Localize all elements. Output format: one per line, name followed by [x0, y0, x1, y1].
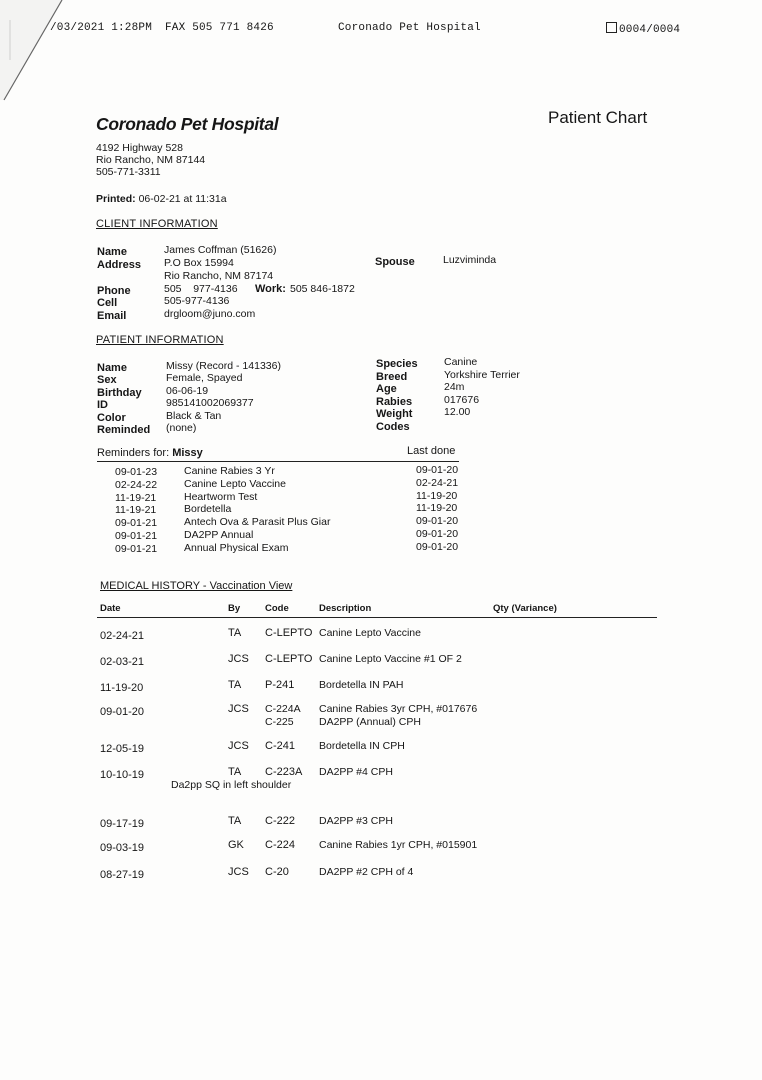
history-description: Canine Rabies 3yr CPH, #017676	[319, 703, 478, 715]
patient-field-label: Color	[97, 411, 126, 424]
history-note: Da2pp SQ in left shoulder	[171, 779, 292, 791]
patient-field-value: Canine	[444, 356, 478, 368]
history-description: Canine Lepto Vaccine #1 OF 2	[319, 653, 462, 665]
history-description: Bordetella IN PAH	[319, 679, 404, 691]
clinic-address-line2: Rio Rancho, NM 87144	[96, 154, 206, 166]
history-description: DA2PP #4 CPH	[319, 766, 393, 778]
patient-field-value: Female, Spayed	[166, 372, 243, 385]
history-code: C-224	[265, 839, 295, 851]
reminder-last-done: 02-24-21	[416, 476, 459, 489]
printed-stamp: Printed: 06-02-21 at 11:31a	[96, 193, 227, 205]
history-date: 11-19-20	[100, 682, 144, 694]
fax-page-icon	[606, 22, 617, 33]
patient-field-value: 985141002069377	[166, 397, 254, 410]
patient-field-label: ID	[97, 399, 108, 412]
reminder-name: Antech Ova & Parasit Plus Giar	[184, 516, 331, 529]
client-work-phone: 505 846-1872	[290, 283, 355, 295]
patient-field-value: 24m	[444, 381, 465, 394]
history-by: TA	[228, 627, 242, 639]
history-code: C-223A	[265, 766, 303, 778]
history-code: C-20	[265, 866, 289, 878]
fax-page: 0004/0004	[606, 22, 680, 36]
history-date: 09-01-20	[100, 706, 145, 718]
reminder-name: Heartworm Test	[184, 490, 258, 503]
reminder-last-done: 09-01-20	[416, 528, 459, 540]
patient-field-value: Missy (Record - 141336)	[166, 360, 281, 372]
patient-field-value: Black & Tan	[166, 409, 222, 422]
reminder-due-date: 02-24-22	[115, 478, 158, 491]
col-date-header: Date	[100, 603, 121, 614]
reminder-name: Bordetella	[184, 503, 232, 516]
fax-number: FAX 505 771 8426	[165, 22, 274, 34]
history-date: 08-27-19	[100, 869, 145, 881]
history-code: C-222	[265, 815, 295, 827]
chart-title: Patient Chart	[548, 108, 648, 127]
patient-field-value: Yorkshire Terrier	[444, 368, 520, 381]
history-by: JCS	[228, 740, 249, 752]
history-code: C-241	[265, 740, 295, 752]
client-spouse-label: Spouse	[375, 256, 415, 268]
history-code: P-241	[265, 679, 295, 691]
reminder-due-date: 09-01-21	[115, 530, 158, 542]
clinic-address-line1: 4192 Highway 528	[96, 142, 183, 154]
history-code: C-LEPTO	[265, 653, 313, 665]
client-email-label: Email	[97, 310, 127, 322]
history-description: Bordetella IN CPH	[319, 740, 405, 752]
reminder-due-date: 11-19-21	[115, 491, 157, 504]
reminder-last-done: 09-01-20	[416, 515, 459, 528]
col-by-header: By	[228, 603, 241, 614]
patient-field-value: (none)	[166, 422, 197, 434]
patient-field-label: Reminded	[97, 424, 151, 436]
patient-field-value: 12.00	[444, 406, 471, 419]
history-description: Canine Lepto Vaccine	[319, 627, 421, 639]
clinic-name: Coronado Pet Hospital	[96, 114, 279, 134]
fax-from: Coronado Pet Hospital	[338, 22, 481, 34]
history-date: 12-05-19	[100, 743, 145, 755]
patient-section-heading: PATIENT INFORMATION	[96, 334, 224, 346]
client-name: James Coffman (51626)	[164, 244, 277, 256]
patient-field-label: Name	[97, 362, 127, 374]
reminder-name: DA2PP Annual	[184, 529, 254, 541]
reminder-due-date: 09-01-21	[115, 542, 158, 555]
reminder-due-date: 09-01-21	[115, 517, 158, 530]
reminder-last-done: 11-19-20	[416, 489, 458, 502]
reminder-name: Annual Physical Exam	[184, 541, 289, 554]
patient-field-label: Age	[376, 383, 397, 396]
history-by: JCS	[228, 703, 249, 715]
history-date: 02-24-21	[100, 630, 145, 642]
col-description-header: Description	[319, 603, 372, 614]
patient-field-value: 017676	[444, 393, 480, 406]
patient-field-label: Codes	[376, 421, 410, 433]
client-name-label: Name	[97, 246, 127, 258]
last-done-header: Last done	[407, 445, 456, 457]
reminders-divider	[97, 461, 459, 462]
reminder-due-date: 11-19-21	[115, 504, 157, 517]
patient-field-label: Birthday	[97, 386, 142, 399]
history-by: GK	[228, 839, 244, 851]
history-header-divider	[97, 617, 657, 618]
page-corner-shadow	[0, 0, 70, 110]
history-date: 10-10-19	[100, 769, 145, 781]
patient-field-label: Rabies	[376, 395, 413, 408]
history-by: TA	[228, 815, 242, 827]
patient-field-value: 06-06-19	[166, 384, 209, 397]
client-cell-label: Cell	[97, 297, 118, 309]
history-description: DA2PP #2 CPH of 4	[319, 866, 414, 878]
history-code: C-225	[265, 716, 294, 728]
client-address-line2: Rio Rancho, NM 87174	[164, 270, 274, 282]
history-code: C-224A	[265, 703, 301, 715]
history-description: Canine Rabies 1yr CPH, #015901	[319, 839, 478, 851]
history-description: DA2PP (Annual) CPH	[319, 716, 421, 728]
client-phone-label: Phone	[97, 285, 131, 297]
history-date: 09-03-19	[100, 842, 145, 854]
history-code: C-LEPTO	[265, 627, 313, 639]
reminder-name: Canine Rabies 3 Yr	[184, 465, 275, 477]
reminder-last-done: 09-01-20	[416, 540, 459, 553]
patient-field-label: Weight	[376, 408, 413, 421]
reminder-last-done: 09-01-20	[416, 464, 459, 476]
reminder-name: Canine Lepto Vaccine	[184, 477, 286, 490]
client-address-line1: P.O Box 15994	[164, 257, 234, 269]
patient-field-label: Species	[376, 358, 418, 370]
patient-field-label: Sex	[97, 374, 117, 387]
history-date: 09-17-19	[100, 818, 145, 830]
clinic-phone: 505-771-3311	[96, 166, 161, 178]
reminder-due-date: 09-01-23	[115, 466, 158, 478]
col-qty-header: Qty (Variance)	[493, 603, 557, 614]
client-cell: 505-977-4136	[164, 295, 230, 307]
client-address-label: Address	[97, 259, 142, 271]
history-by: JCS	[228, 653, 249, 665]
client-phone: 505 977-4136	[164, 283, 238, 295]
fax-datetime: /03/2021 1:28PM	[50, 22, 153, 34]
history-date: 02-03-21	[100, 656, 145, 668]
col-code-header: Code	[265, 603, 289, 614]
history-by: TA	[228, 679, 242, 691]
patient-field-label: Breed	[376, 370, 408, 383]
history-by: JCS	[228, 866, 249, 878]
history-description: DA2PP #3 CPH	[319, 815, 393, 827]
medical-history-title: MEDICAL HISTORY - Vaccination View	[100, 580, 293, 592]
client-work-label: Work:	[255, 283, 286, 295]
client-spouse: Luzviminda	[443, 254, 497, 266]
client-email: drgloom@juno.com	[164, 308, 256, 320]
reminders-heading: Reminders for: Missy	[97, 447, 203, 459]
history-by: TA	[228, 766, 242, 778]
client-section-heading: CLIENT INFORMATION	[96, 218, 218, 230]
reminder-last-done: 11-19-20	[416, 502, 458, 515]
